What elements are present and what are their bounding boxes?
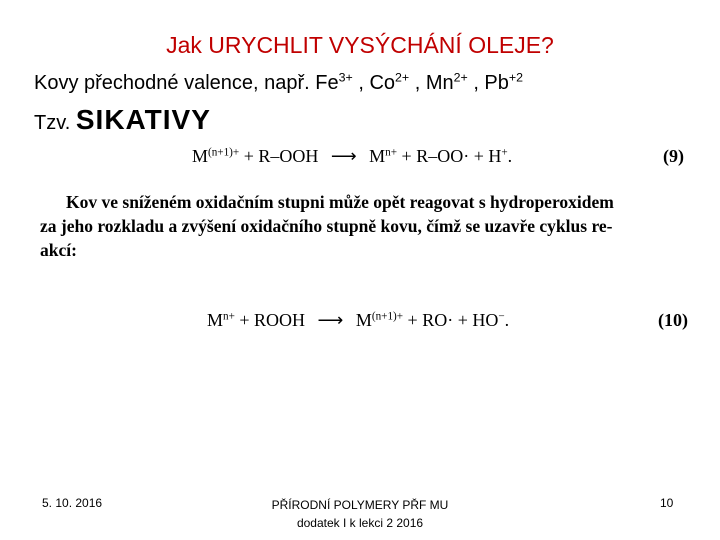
page-number: 10 xyxy=(660,496,674,510)
eq9-end: . xyxy=(507,146,513,166)
equation-10 xyxy=(207,310,509,331)
eq10-left-oxidation: n+ xyxy=(223,310,235,323)
footer-date: 5. 10. 2016 xyxy=(42,496,103,510)
eq10-end: . xyxy=(504,310,510,330)
eq10-arrow-icon: ⟶ xyxy=(317,310,344,330)
eq9-arrow-icon: ⟶ xyxy=(330,146,357,166)
siccatives-term: SIKATIVY xyxy=(75,104,211,135)
equation-9 xyxy=(192,146,512,167)
equation-9-number: (9) xyxy=(663,146,684,166)
pb-charge: +2 xyxy=(508,70,524,85)
eq10-metal-right: M xyxy=(355,310,372,330)
eq10-metal-left: M xyxy=(207,310,224,330)
metals-line xyxy=(34,72,523,95)
pb-text: , Pb xyxy=(467,72,509,94)
mn-text: , Mn xyxy=(409,72,454,94)
co-text: , Co xyxy=(352,72,396,94)
eq9-left-rest: + R–OOH xyxy=(239,146,319,166)
footer-course-line-2: dodatek I k lekci 2 2016 xyxy=(296,516,424,530)
slide-title: Jak URYCHLIT VYSÝCHÁNÍ OLEJE? xyxy=(166,32,554,58)
eq9-metal-right: M xyxy=(369,146,386,166)
footer-course xyxy=(250,496,470,532)
explanation-paragraph xyxy=(40,190,700,262)
siccatives-line xyxy=(34,104,211,136)
equation-10-number: (10) xyxy=(658,310,688,330)
paragraph-line-3: akcí: xyxy=(40,240,77,260)
eq10-right-oxidation: (n+1)+ xyxy=(371,310,404,323)
eq10-ho-charge: − xyxy=(498,310,505,323)
eq9-metal-left: M xyxy=(192,146,209,166)
siccatives-prefix: Tzv. xyxy=(34,112,71,134)
eq10-left-rest: + ROOH xyxy=(234,310,306,330)
eq9-right-oxidation: n+ xyxy=(385,146,398,159)
eq9-h-charge: + xyxy=(501,146,508,159)
paragraph-line-1: Kov ve sníženém oxidačním stupni může opět reagovat s hydroperoxidem xyxy=(66,192,614,212)
footer-course-line-1: PŘÍRODNÍ POLYMERY PŘF MU xyxy=(271,498,449,512)
fe-charge: 3+ xyxy=(338,70,353,85)
metals-text: Kovy přechodné valence, např. Fe xyxy=(34,72,339,94)
co-charge: 2+ xyxy=(395,70,410,85)
mn-charge: 2+ xyxy=(453,70,468,85)
eq9-right-rest: + R–OO· + H xyxy=(397,146,502,166)
eq10-right-rest: + RO· + HO xyxy=(403,310,499,330)
paragraph-line-2: za jeho rozkladu a zvýšení oxidačního stupně kovu, čímž se uzavře cyklus re- xyxy=(40,216,613,236)
eq9-left-oxidation: (n+1)+ xyxy=(208,146,240,159)
